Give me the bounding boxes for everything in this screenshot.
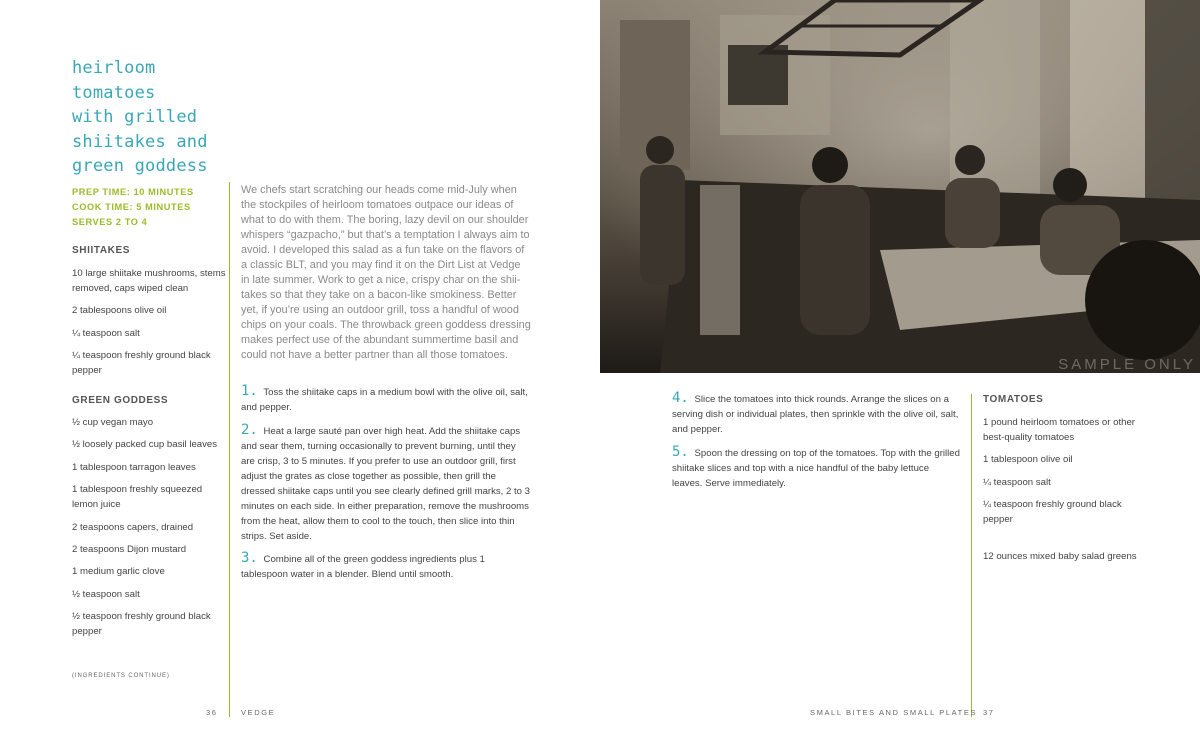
ingredient-item: 10 large shiitake mushrooms, stems removed, caps wiped clean [72, 268, 226, 294]
ingredient-item: ¼ teaspoon salt [983, 476, 1051, 488]
step-number: 4. [672, 390, 689, 406]
ingredient-item: ¼ teaspoon freshly ground black pepper [983, 499, 1122, 526]
shiitakes-ingredient-list [72, 266, 230, 386]
tomatoes-ingredient-list [983, 415, 1148, 572]
restaurant-photo-illustration [600, 0, 1200, 373]
ingredient-item: 1 tablespoon tarragon leaves [72, 461, 196, 473]
title-line: green goddess [72, 156, 208, 176]
ingredient-item: 2 teaspoons capers, drained [72, 521, 194, 533]
prep-time: PREP TIME: 10 MINUTES [72, 187, 194, 197]
sample-watermark: SAMPLE ONLY [1058, 356, 1196, 373]
serves: SERVES 2 TO 4 [72, 217, 148, 227]
title-line: heirloom [72, 58, 156, 78]
cook-time: COOK TIME: 5 MINUTES [72, 202, 191, 212]
recipe-meta [72, 185, 194, 230]
ingredient-item: 2 tablespoons olive oil [72, 305, 167, 317]
green-goddess-heading: GREEN GODDESS [72, 395, 169, 406]
column-divider [229, 182, 230, 717]
step-text: Heat a large sauté pan over high heat. Add the shiitake caps and sear them, turning occasionally to prevent burning, until they are crisp, 3 to 5 minutes. If you prefer to use an outdoor grill, first adjust the grates as close together as possible, then grill the dressed shiitake caps until you see clearly defined grill marks, 2 to 3 minutes on each side. In either preparation, remove the mushrooms from the heat, allow them to cool to the touch, then slice into thin strips. Set aside. [241, 425, 531, 542]
step-text: Combine all of the green goddess ingredients plus 1 tablespoon water in a blender. Blend until smooth. [241, 554, 485, 580]
step-number: 2. [241, 421, 258, 438]
method-step [672, 391, 962, 437]
page-number-right: 37 [983, 708, 995, 717]
step-number: 1. [241, 383, 258, 399]
tomatoes-heading: TOMATOES [983, 394, 1044, 405]
method-steps-left [241, 384, 531, 590]
method-step [241, 423, 531, 544]
step-number: 3. [241, 550, 258, 566]
ingredient-item: 1 tablespoon freshly squeezed lemon juice [72, 484, 203, 511]
running-head-right: SMALL BITES AND SMALL PLATES [810, 708, 978, 717]
ingredient-item: ½ teaspoon freshly ground black pepper [72, 611, 211, 638]
title-line: shiitakes and [72, 131, 208, 152]
method-step [241, 551, 531, 582]
step-text: Slice the tomatoes into thick rounds. Arrange the slices on a serving dish or individual plates, then sprinkle with the olive oil, salt, and pepper. [672, 394, 959, 435]
step-text: Spoon the dressing on top of the tomatoes. Top with the grilled shiitake slices and top with a nice handful of the baby lettuce leaves. Serve immediately. [672, 447, 960, 489]
method-steps-right [672, 391, 962, 498]
shiitakes-heading: SHIITAKES [72, 245, 130, 256]
ingredient-item: 1 medium garlic clove [72, 566, 165, 578]
ingredient-item: ¼ teaspoon salt [72, 327, 140, 339]
method-step [241, 384, 531, 415]
ingredient-item: ½ teaspoon salt [72, 588, 140, 600]
step-text: Toss the shiitake caps in a medium bowl with the olive oil, salt, and pepper. [241, 387, 528, 413]
ingredient-item: ½ loosely packed cup basil leaves [72, 439, 218, 451]
ingredients-continue-note: (INGREDIENTS CONTINUE) [72, 673, 170, 679]
ingredient-item: 1 tablespoon olive oil [983, 454, 1073, 466]
restaurant-photo [600, 0, 1200, 373]
column-divider [971, 394, 972, 717]
ingredient-item: 1 pound heirloom tomatoes or other best-quality tomatoes [983, 417, 1135, 443]
ingredient-item: 2 teaspoons Dijon mustard [72, 543, 187, 555]
recipe-title [72, 56, 232, 179]
page-number-left: 36 [206, 708, 218, 717]
green-goddess-ingredient-list [72, 415, 230, 647]
method-step [672, 445, 962, 491]
ingredient-item: 12 ounces mixed baby salad greens [983, 551, 1137, 563]
step-number: 5. [672, 443, 689, 460]
ingredient-item: ½ cup vegan mayo [72, 417, 154, 428]
running-head-left: VEDGE [241, 708, 276, 717]
ingredient-item: ¼ teaspoon freshly ground black pepper [72, 350, 211, 377]
title-line: tomatoes [72, 82, 156, 103]
headnote: We chefs start scratching our heads come mid-July when the stockpiles of heirloom tomatoes outpace our ideas of what to do with them. The boring, lazy devil on our shoulder whispers “gazpacho,” but that’s a temptation I always aim to avoid. I developed this salad as a fun take on the flavors of a classic BLT, and you may find it on the Dirt List at Vedge in late summer. Work to get a nice, crispy char on the shii-takes so that they take on a bacon-like smokiness. Better yet, if you’re using an outdoor grill, toss a handful of wood chips on your coals. The throwback green goddess dressing makes perfect use of the abundant summertime basil and could not have a better partner than all those tomatoes. [241, 184, 531, 361]
title-line: with grilled [72, 107, 198, 127]
